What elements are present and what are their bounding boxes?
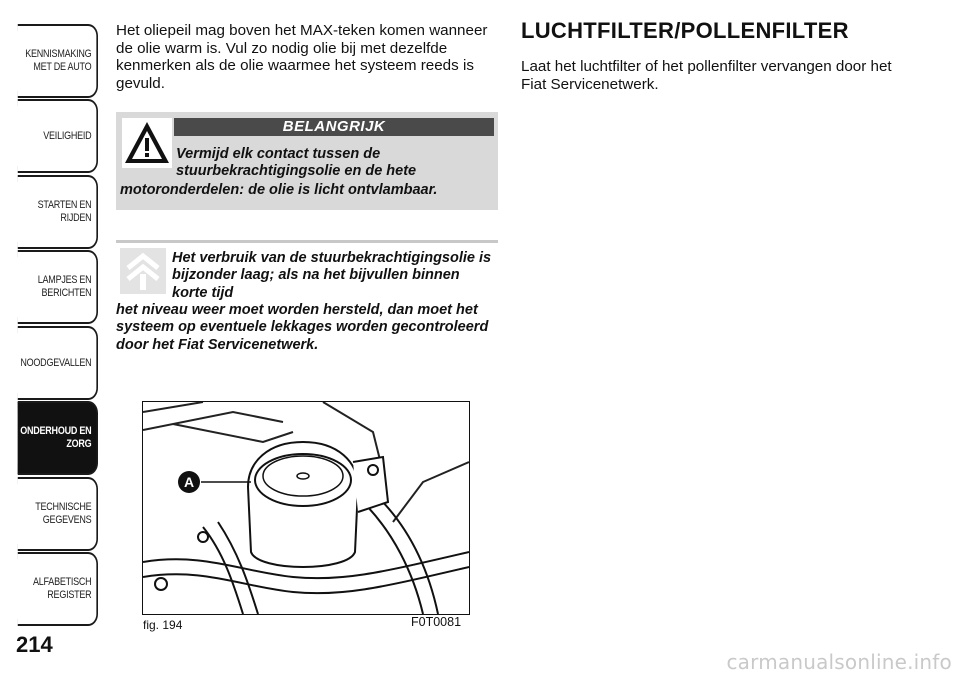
- warning-box: [116, 112, 498, 210]
- figure-label-a: A: [183, 474, 195, 490]
- page-number: 214: [16, 632, 53, 657]
- chevron-up-icon: [120, 248, 166, 294]
- tab-onderhoud-en-zorg[interactable]: ONDERHOUD EN ZORG: [18, 401, 98, 475]
- warning-text: Vermijd elk contact tussen de stuurbekrachtigingsolie en de hete: [176, 146, 417, 179]
- tab-noodgevallen[interactable]: NOODGEVALLEN: [18, 326, 98, 400]
- section-body: Laat het luchtfilter of het pollenfilter vervangen door het Fiat Servicenetwerk.: [521, 58, 892, 93]
- note-text: Het verbruik van de stuurbekrachtigingsolie is bijzonder laag; als na het bijvullen binnen korte tijd: [172, 250, 492, 301]
- tab-alfabetisch-register[interactable]: ALFABETISCH REGISTER: [18, 552, 98, 626]
- warning-text-continued: motoronderdelen: de olie is licht ontvlambaar.: [120, 182, 438, 198]
- section-title: LUCHTFILTER/POLLENFILTER: [521, 18, 849, 43]
- figure-caption: fig. 194: [143, 618, 183, 632]
- warning-header: BELANGRIJK: [174, 118, 494, 136]
- watermark: carmanualsonline.info: [726, 650, 952, 674]
- tab-starten-en-rijden[interactable]: STARTEN EN RIJDEN: [18, 175, 98, 249]
- note-divider: [116, 240, 498, 243]
- tab-technische-gegevens[interactable]: TECHNISCHE GEGEVENS: [18, 477, 98, 551]
- tab-veiligheid[interactable]: VEILIGHEID: [18, 99, 98, 173]
- intro-paragraph: Het oliepeil mag boven het MAX-teken komen wanneer de olie warm is. Vul zo nodig olie bij met dezelfde kenmerken als de olie waarmee het systeem reeds is gevuld.: [116, 22, 488, 92]
- warning-triangle-icon: [122, 118, 172, 168]
- figure-power-steering-reservoir: [142, 401, 470, 615]
- tab-lampjes-en-berichten[interactable]: LAMPJES EN BERICHTEN: [18, 250, 98, 324]
- tab-kennismaking[interactable]: KENNISMAKING MET DE AUTO: [18, 24, 98, 98]
- chapter-sidebar: [0, 0, 100, 630]
- figure-code: F0T0081: [411, 615, 462, 629]
- note-text-continued: het niveau weer moet worden hersteld, dan moet het systeem op eventuele lekkages worden gecontroleerd door het Fiat Servicenetwerk.: [116, 302, 489, 353]
